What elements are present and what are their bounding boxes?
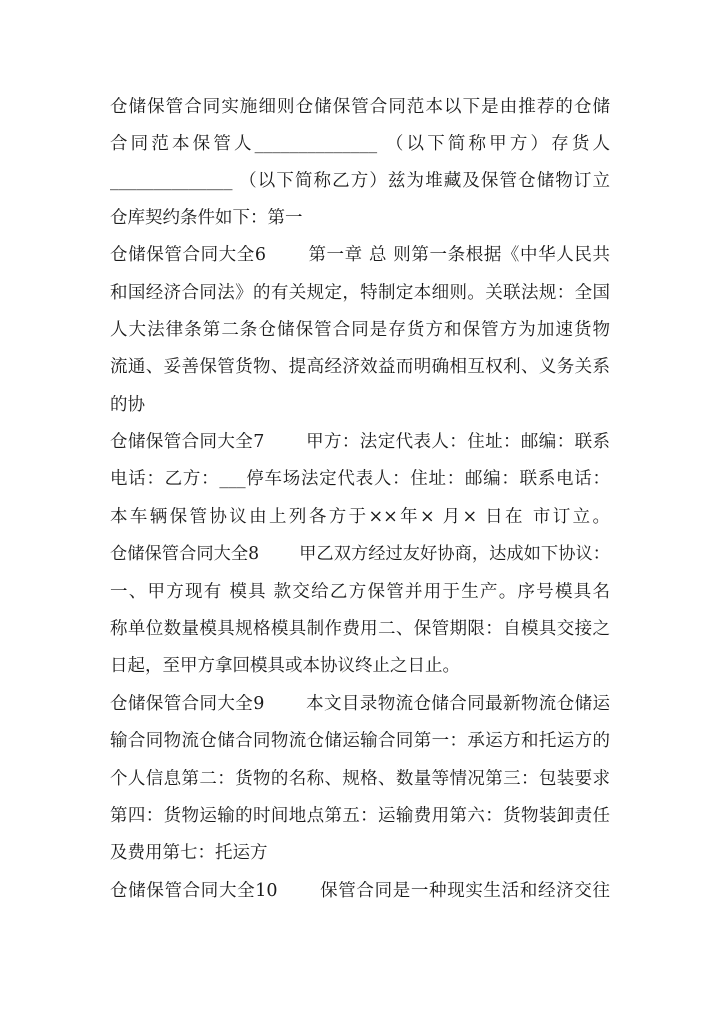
text-line: ______________ （以下简称乙方）兹为堆藏及保管仓储物订立 [110,171,610,191]
text-line: 仓储保管合同大全7 甲方：法定代表人：住址：邮编：联系 [110,432,610,452]
text-line: 仓储保管合同大全8 甲乙双方经过友好协商，达成如下协议： [110,544,610,564]
text-line: 仓库契约条件如下：第一 [110,208,303,228]
text-line: 及费用第七：托运方 [110,843,268,863]
text-line: 人大法律条第二条仓储保管合同是存货方和保管方为加速货物 [110,320,610,340]
text-line: 合同范本保管人______________ （以下简称甲方）存货人 [110,134,610,154]
text-line: 一、甲方现有 模具 款交给乙方保管并用于生产。序号模具名 [110,582,610,602]
text-line: 流通、妥善保管货物、提高经济效益而明确相互权利、义务关系 [110,357,610,377]
text-line: 称单位数量模具规格模具制作费用二、保管期限：自模具交接之 [110,619,610,639]
text-line: 仓储保管合同大全6 第一章 总 则第一条根据《中华人民共 [110,245,610,265]
text-line: 第四：货物运输的时间地点第五：运输费用第六：货物装卸责任 [110,806,610,826]
text-line: 仓储保管合同实施细则仓储保管合同范本以下是由推荐的仓储 [110,97,610,117]
text-line: 本车辆保管协议由上列各方于××年× 月× 日在 市订立。 [110,507,610,527]
text-line: 仓储保管合同大全10 保管合同是一种现实生活和经济交往 [110,881,610,901]
text-line: 的协 [110,395,145,415]
text-line: 和国经济合同法》的有关规定，特制定本细则。关联法规：全国 [110,283,610,303]
text-line: 个人信息第二：货物的名称、规格、数量等情况第三：包装要求 [110,769,610,789]
text-line: 日起，至甲方拿回模具或本协议终止之日止。 [110,656,460,676]
text-line: 电话：乙方：___停车场法定代表人：住址：邮编：联系电话： [110,469,610,489]
text-line: 输合同物流仓储合同物流仓储运输合同第一：承运方和托运方的 [110,731,610,751]
text-line: 仓储保管合同大全9 本文目录物流仓储合同最新物流仓储运 [110,694,610,714]
